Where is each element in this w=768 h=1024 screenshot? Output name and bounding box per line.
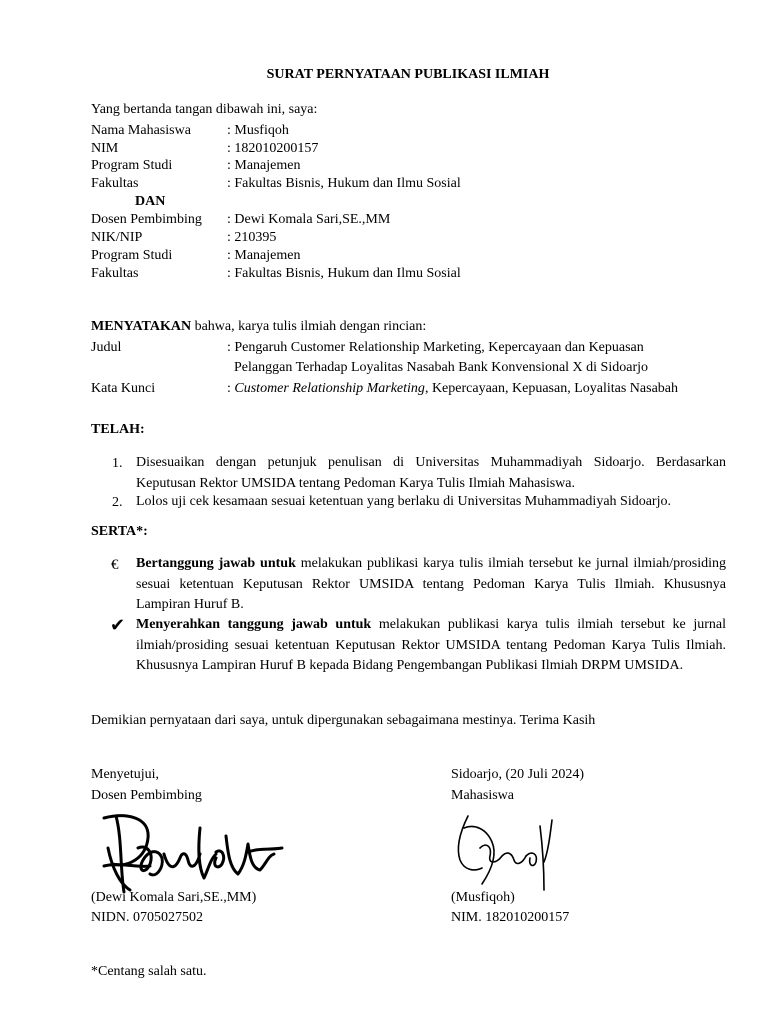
dan-heading: DAN <box>135 194 166 209</box>
lecturer-faculty-row <box>91 265 461 283</box>
field-label: Program Studi <box>91 158 173 173</box>
left-sign-name: (Dewi Komala Sari,SE.,MM) <box>91 890 257 905</box>
lecturer-signature <box>98 808 288 898</box>
field-label: NIK/NIP <box>91 230 143 245</box>
lecturer-nik-row <box>91 229 276 247</box>
kata-kunci-rest: , Kepercayaan, Kepuasan, Loyalitas Nasabah <box>424 381 678 396</box>
left-sign-id: NIDN. 0705027502 <box>91 910 203 925</box>
field-value: : Dewi Komala Sari,SE.,MM <box>227 212 391 227</box>
kata-kunci-row <box>91 380 678 398</box>
left-sign-line1: Menyetujui, <box>91 767 160 782</box>
field-value: : 182010200157 <box>227 141 319 156</box>
telah-item-1-text: Disesuaikan dengan petunjuk penulisan di Universitas Muhammadiyah Sidoarjo. Berdasarkan Keputusan Rektor UMSIDA tentang Pedoman Karya Tulis Ilmiah Mahasiswa. <box>136 455 726 491</box>
telah-item-2-number: 2. <box>112 495 123 510</box>
field-value: : 210395 <box>227 230 277 245</box>
field-label: NIM <box>91 141 119 156</box>
serta-heading: SERTA*: <box>91 524 148 539</box>
student-signature <box>452 812 562 894</box>
title-text: SURAT PERNYATAAN PUBLIKASI ILMIAH <box>266 67 550 82</box>
menyatakan-rest: bahwa, karya tulis ilmiah dengan rincian: <box>191 319 427 334</box>
student-program-row <box>91 157 300 175</box>
field-label: Fakultas <box>91 176 139 191</box>
lecturer-name-row <box>91 211 390 229</box>
closing-text: Demikian pernyataan dari saya, untuk dipergunakan sebagaimana mestinya. Terima Kasih <box>91 713 596 728</box>
lecturer-program-row <box>91 247 300 265</box>
document-title <box>0 66 768 84</box>
field-label: Program Studi <box>91 248 173 263</box>
field-value: : Fakultas Bisnis, Hukum dan Ilmu Sosial <box>227 176 461 191</box>
judul-value-line1: : Pengaruh Customer Relationship Marketing, Kepercayaan dan Kepuasan <box>227 340 644 355</box>
kata-kunci-italic: Customer Relationship Marketing <box>234 381 425 396</box>
field-label: Fakultas <box>91 266 139 281</box>
serta-item-1 <box>136 554 726 616</box>
field-value: : Manajemen <box>227 158 301 173</box>
field-label: Dosen Pembimbing <box>91 212 202 227</box>
right-sign-line2: Mahasiswa <box>451 788 514 803</box>
judul-label: Judul <box>91 340 122 355</box>
serta-item-2-bold: Menyerahkan tanggung jawab untuk <box>136 617 372 632</box>
footnote: *Centang salah satu. <box>91 964 207 979</box>
student-faculty-row <box>91 175 461 193</box>
judul-row <box>91 339 644 357</box>
student-name-row <box>91 122 289 140</box>
serta-item-1-bold: Bertanggung jawab untuk <box>136 556 296 571</box>
telah-heading: TELAH: <box>91 422 145 437</box>
serta-item-1-text: melakukan publikasi karya tulis ilmiah tersebut ke jurnal ilmiah/prosiding sesuai ketentuan Keputusan Rektor UMSIDA tentang Pedoman Karya Tulis Ilmiah. Khususnya Lampiran Huruf B. <box>136 556 726 612</box>
kata-kunci-label: Kata Kunci <box>91 381 156 396</box>
serta-item-2 <box>136 615 726 677</box>
euro-bullet-icon: € <box>111 557 119 573</box>
kata-kunci-colon: : <box>227 381 235 396</box>
field-value: : Musfiqoh <box>227 123 289 138</box>
right-sign-line1: Sidoarjo, (20 Juli 2024) <box>451 767 584 782</box>
field-value: : Manajemen <box>227 248 301 263</box>
right-sign-id: NIM. 182010200157 <box>451 910 570 925</box>
field-value: : Fakultas Bisnis, Hukum dan Ilmu Sosial <box>227 266 461 281</box>
judul-value-line2: Pelanggan Terhadap Loyalitas Nasabah Bank Konvensional X di Sidoarjo <box>234 360 648 375</box>
checkmark-icon: ✔ <box>110 615 126 635</box>
serta-item-2-text: melakukan publikasi karya tulis ilmiah tersebut ke jurnal ilmiah/prosiding sesuai ketentuan Keputusan Rektor UMSIDA tentang Pedoman Karya Tulis Ilmiah. Khususnya Lampiran Huruf B kepada Bidang Pengembangan Publikasi Ilmiah DRPM UMSIDA. <box>136 617 727 673</box>
left-sign-line2: Dosen Pembimbing <box>91 788 202 803</box>
telah-item-1-number: 1. <box>112 456 123 471</box>
menyatakan-bold: MENYATAKAN <box>91 319 192 334</box>
right-sign-name: (Musfiqoh) <box>451 890 515 905</box>
menyatakan-line <box>91 318 426 336</box>
telah-item-2-text: Lolos uji cek kesamaan sesuai ketentuan yang berlaku di Universitas Muhammadiyah Sidoarjo. <box>136 494 671 509</box>
intro-text: Yang bertanda tangan dibawah ini, saya: <box>91 102 318 117</box>
field-label: Nama Mahasiswa <box>91 123 191 138</box>
student-nim-row <box>91 140 318 158</box>
